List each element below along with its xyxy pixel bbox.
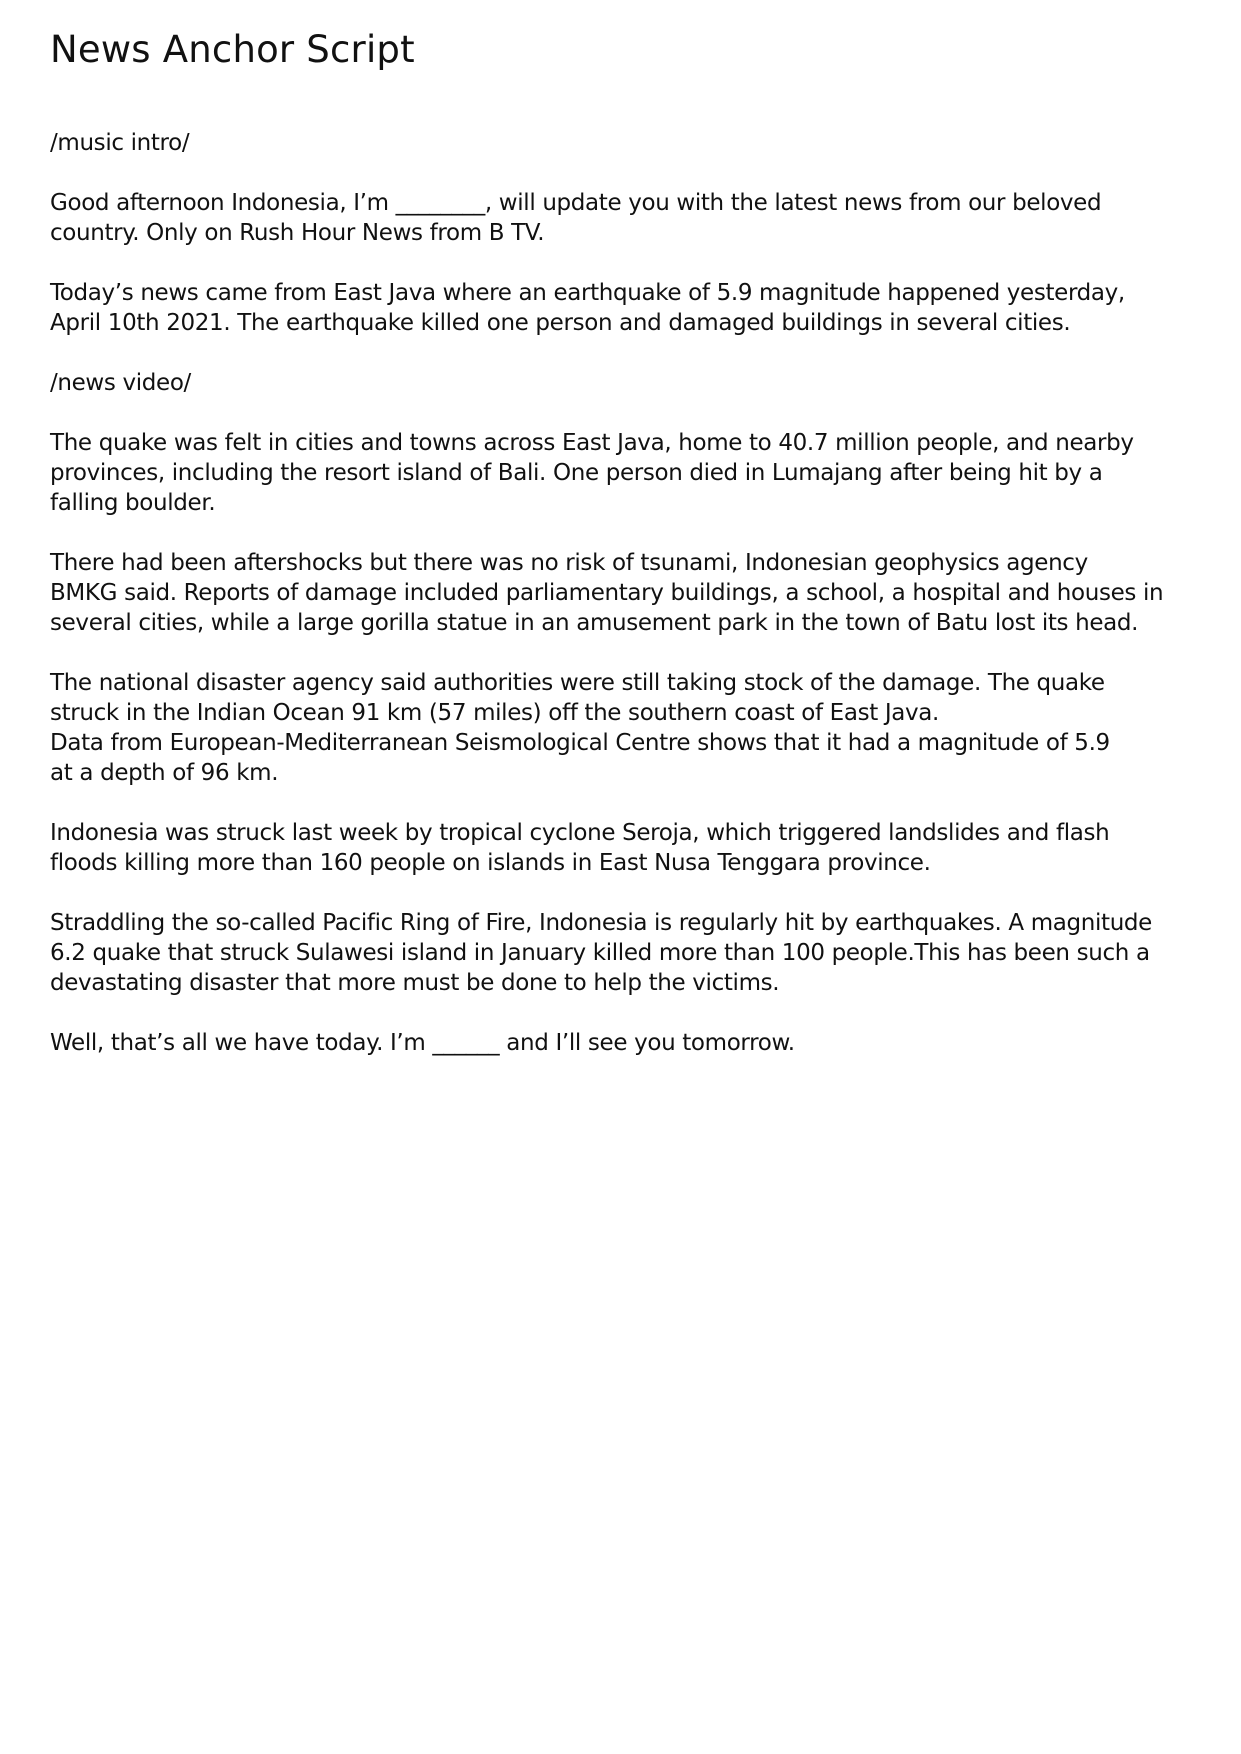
paragraph-line: floods killing more than 160 people on islands in East Nusa Tenggara province. (50, 850, 931, 876)
paragraph-line: at a depth of 96 km. (50, 760, 279, 786)
paragraph-line: struck in the Indian Ocean 91 km (57 miles) off the southern coast of East Java. (50, 700, 940, 726)
paragraph-line: /news video/ (50, 370, 191, 396)
paragraph-line: provinces, including the resort island of Bali. One person died in Lumajang after being hit by a (50, 460, 1103, 486)
paragraph-quake-felt (50, 428, 1201, 518)
paragraph-line: The quake was felt in cities and towns across East Java, home to 40.7 million people, and nearby (50, 430, 1134, 456)
paragraph-line: /music intro/ (50, 130, 190, 156)
paragraph-line: Data from European-Mediterranean Seismological Centre shows that it had a magnitude of 5.9 (50, 730, 1110, 756)
paragraph-line: Straddling the so-called Pacific Ring of Fire, Indonesia is regularly hit by earthquakes. A magnitude (50, 910, 1152, 936)
paragraph-aftershocks (50, 548, 1201, 638)
paragraph-line: Indonesia was struck last week by tropical cyclone Seroja, which triggered landslides and flash (50, 820, 1110, 846)
paragraph-line: 6.2 quake that struck Sulawesi island in January killed more than 100 people.This has been such a (50, 940, 1150, 966)
paragraph-line: Good afternoon Indonesia, I’m ________, will update you with the latest news from our beloved (50, 190, 1102, 216)
paragraph-greeting (50, 188, 1201, 248)
script-body (50, 128, 1201, 1058)
paragraph-line: Today’s news came from East Java where an earthquake of 5.9 magnitude happened yesterday, (50, 280, 1125, 306)
paragraph-disaster-agency (50, 668, 1201, 788)
paragraph-line: several cities, while a large gorilla statue in an amusement park in the town of Batu lost its head. (50, 610, 1139, 636)
paragraph-line: falling boulder. (50, 490, 216, 516)
paragraph-sign-off (50, 1028, 1201, 1058)
paragraph-ring-of-fire (50, 908, 1201, 998)
paragraph-cyclone (50, 818, 1201, 878)
paragraph-line: April 10th 2021. The earthquake killed one person and damaged buildings in several cities. (50, 310, 1071, 336)
paragraph-music-intro (50, 128, 1201, 158)
document-title: News Anchor Script (50, 28, 415, 71)
paragraph-line: The national disaster agency said authorities were still taking stock of the damage. The quake (50, 670, 1105, 696)
paragraph-line: devastating disaster that more must be done to help the victims. (50, 970, 780, 996)
paragraph-headline (50, 278, 1201, 338)
paragraph-line: BMKG said. Reports of damage included parliamentary buildings, a school, a hospital and houses in (50, 580, 1164, 606)
paragraph-news-video (50, 368, 1201, 398)
paragraph-line: There had been aftershocks but there was no risk of tsunami, Indonesian geophysics agency (50, 550, 1088, 576)
paragraph-line: country. Only on Rush Hour News from B TV. (50, 220, 545, 246)
paragraph-line: Well, that’s all we have today. I’m ______ and I’ll see you tomorrow. (50, 1030, 795, 1056)
